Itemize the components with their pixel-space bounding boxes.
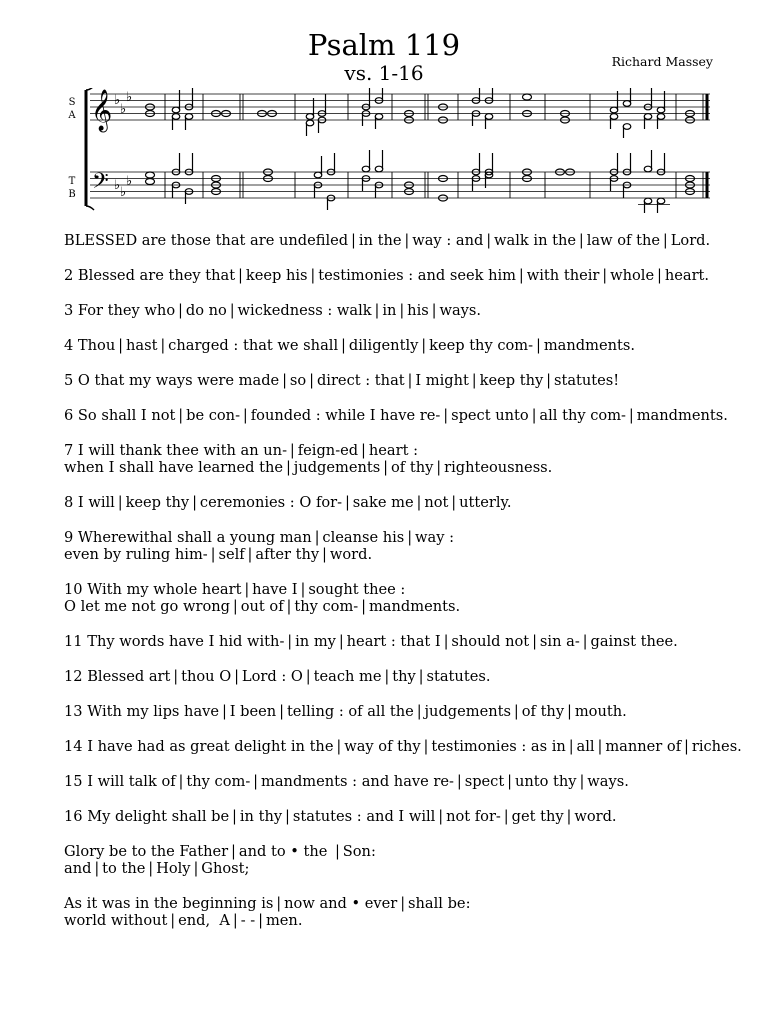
verse-line: 9 Wherewithal shall a young man | cleanse his | way : (64, 529, 455, 546)
verse-line: 12 Blessed art | thou O | Lord : O | teach me | thy | statutes. (64, 668, 491, 685)
ledger-lines (520, 88, 670, 205)
psalm-verse (64, 529, 744, 563)
composer-name: Richard Massey (611, 54, 713, 69)
psalm-verse (64, 703, 744, 720)
psalm-verse (64, 633, 744, 650)
verse-line: world without | end, A | - - | men. (64, 912, 303, 929)
psalm-verse (64, 232, 744, 249)
verse-line: BLESSED are those that are undefiled | in the | way : and | walk in the | law of the | Lord. (64, 232, 711, 249)
voice-label-bass: B (68, 189, 76, 200)
verse-line: 6 So shall I not | be con- | founded : while I have re- | spect unto | all thy com- | mandments. (64, 407, 728, 424)
verse-line: 10 With my whole heart | have I | sought thee : (64, 581, 406, 598)
verse-line: when I shall have learned the | judgements | of thy | righteousness. (64, 459, 553, 476)
page-title: Psalm 119 (307, 28, 461, 62)
page-subtitle: vs. 1-16 (344, 61, 424, 85)
svg-text:♭: ♭ (120, 185, 127, 200)
psalm-verse (64, 372, 744, 389)
verse-line: 8 I will | keep thy | ceremonies : O for- | sake me | not | utterly. (64, 494, 512, 511)
treble-notes (146, 88, 695, 138)
svg-text:♭: ♭ (126, 174, 133, 189)
verse-line: and | to the | Holy | Ghost; (64, 860, 250, 877)
svg-text:♭: ♭ (120, 102, 127, 117)
treble-clef-icon: 𝄞 (91, 90, 113, 131)
verse-line: 3 For they who | do no | wickedness : walk | in | his | ways. (64, 302, 482, 319)
bass-clef-icon: 𝄢 (92, 169, 109, 199)
psalm-verse (64, 895, 744, 929)
psalm-verse (64, 581, 744, 615)
bass-notes (146, 150, 695, 213)
verse-line: even by ruling him- | self | after thy | word. (64, 546, 373, 563)
psalm-text (64, 232, 744, 947)
verse-line: 7 I will thank thee with an un- | feign-ed | heart : (64, 442, 418, 459)
bass-key-signature (114, 174, 132, 200)
verse-line: 11 Thy words have I hid with- | in my | heart : that I | should not | sin a- | gainst thee. (64, 633, 678, 650)
psalm-verse (64, 302, 744, 319)
verse-line: As it was in the beginning is | now and • ever | shall be: (64, 895, 471, 912)
verse-line: 2 Blessed are they that | keep his | testimonies : and seek him | with their | whole | heart. (64, 267, 710, 284)
svg-text:♭: ♭ (126, 90, 133, 105)
verse-line: 16 My delight shall be | in thy | statutes : and I will | not for- | get thy | word. (64, 808, 617, 825)
chant-score (0, 88, 768, 222)
music-staff-system (0, 88, 768, 218)
psalm-verse (64, 442, 744, 476)
verse-line: O let me not go wrong | out of | thy com- | mandments. (64, 598, 461, 615)
psalm-verse (64, 668, 744, 685)
psalm-verse (64, 843, 744, 877)
verse-line: 15 I will talk of | thy com- | mandments : and have re- | spect | unto thy | ways. (64, 773, 629, 790)
verse-line: 14 I have had as great delight in the | way of thy | testimonies : as in | all | manner of | riches. (64, 738, 742, 755)
voice-label-soprano: S (68, 97, 76, 108)
verse-line: 13 With my lips have | I been | telling : of all the | judgements | of thy | mouth. (64, 703, 627, 720)
voice-label-tenor: T (68, 176, 76, 187)
psalm-verse (64, 773, 744, 790)
psalm-verse (64, 267, 744, 284)
psalm-verse (64, 738, 744, 755)
verse-line: Glory be to the Father | and to • the | Son: (64, 843, 376, 860)
psalm-verse (64, 808, 744, 825)
psalm-verse (64, 407, 744, 424)
svg-text:♭: ♭ (114, 178, 121, 193)
voice-label-alto: A (68, 110, 76, 121)
psalm-verse (64, 337, 744, 354)
svg-text:♭: ♭ (114, 93, 121, 108)
verse-line: 5 O that my ways were made | so | direct : that | I might | keep thy | statutes! (64, 372, 620, 389)
verse-line: 4 Thou | hast | charged : that we shall | diligently | keep thy com- | mandments. (64, 337, 635, 354)
psalm-verse (64, 494, 744, 511)
